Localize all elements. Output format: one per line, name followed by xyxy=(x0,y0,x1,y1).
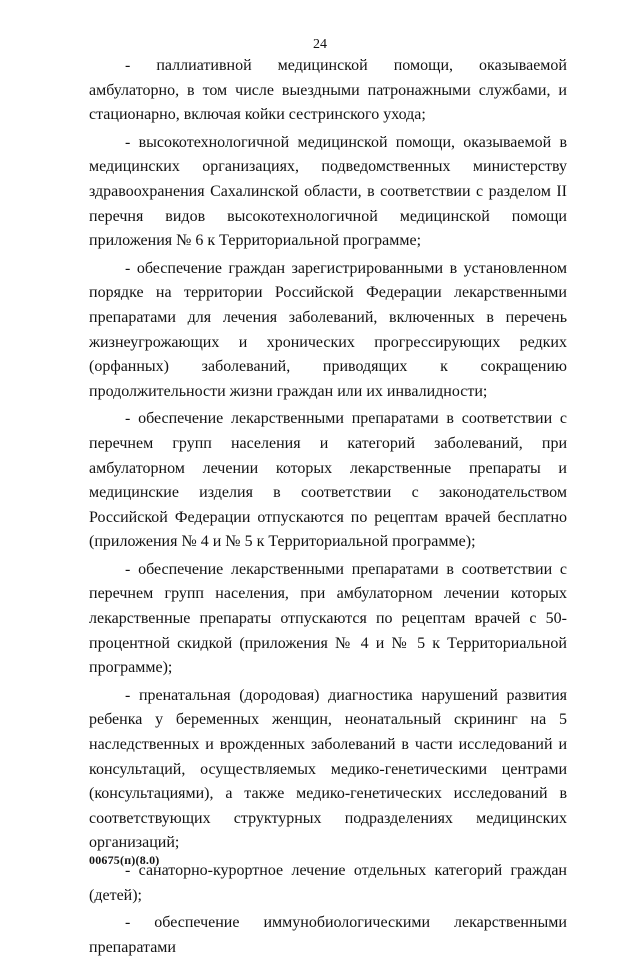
paragraph-immunobiological-drugs: - обеспечение иммунобиологическими лекарственными препаратами xyxy=(89,914,567,956)
paragraph-orphan-diseases: - обеспечение граждан зарегистрированными в установленном порядке на территории Российской Федерации лекарственными препаратами для лечения заболеваний, включенных в перечень жизнеугрожающих и хронических прогрессирующих редких (орфанных) заболеваний, приводящих к сокращению продолжительности жизни граждан или их инвалидности; xyxy=(89,259,567,400)
document-code: 00675(п)(8.0) xyxy=(89,853,160,867)
paragraph-discount-prescriptions: - обеспечение лекарственными препаратами в соответствии с перечнем групп населения, при амбулаторном лечении которых лекарственные препараты отпускаются по рецептам врачей с 50-процентной скидкой (приложения № 4 и № 5 к Территориальной программе); xyxy=(89,560,567,677)
paragraph-high-tech-care: - высокотехнологичной медицинской помощи, оказываемой в медицинских организациях, подведомственных министерству здравоохранения Сахалинской области, в соответствии с разделом II перечня видов высокотехнологичной медицинской помощи приложения № 6 к Территориальной программе; xyxy=(89,133,567,250)
document-body xyxy=(89,54,567,963)
paragraph-prenatal-diagnostics: - пренатальная (дородовая) диагностика нарушений развития ребенка у беременных женщин, неонатальный скрининг на 5 наследственных и врожденных заболеваний в части исследований и консультаций, осуществляемых медико-генетическими центрами (консультациями), а также медико-генетических исследований в соответствующих структурных подразделениях медицинских организаций; xyxy=(89,686,567,852)
page-number: 24 xyxy=(313,37,327,52)
paragraph-free-prescriptions: - обеспечение лекарственными препаратами в соответствии с перечнем групп населения и категорий заболеваний, при амбулаторном лечении которых лекарственные препараты и медицинские изделия в соответствии с законодательством Российской Федерации отпускаются по рецептам врачей бесплатно (приложения № 4 и № 5 к Территориальной программе); xyxy=(89,410,567,551)
paragraph-sanatorium-treatment: - санаторно-курортное лечение отдельных категорий граждан (детей); xyxy=(89,862,567,904)
paragraph-palliative-care: - паллиативной медицинской помощи, оказываемой амбулаторно, в том числе выездными патронажными службами, и стационарно, включая койки сестринского ухода; xyxy=(89,57,567,124)
